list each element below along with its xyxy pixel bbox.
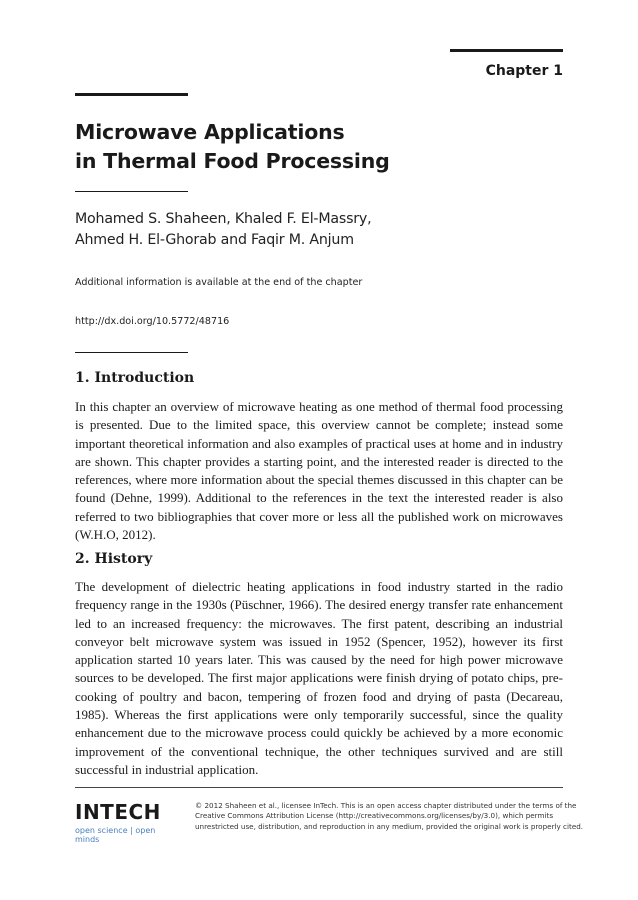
footer-rule [75,787,563,788]
authors [75,209,575,251]
authors-line-2: Ahmed H. El-Ghorab and Faqir M. Anjum [75,232,354,248]
chapter-title-line-1: Microwave Applications [75,120,345,144]
intech-logo-tagline: open science | open minds [75,826,156,844]
license-line-3: unrestricted use, distribution, and reproduction in any medium, provided the original work is properly cited. [195,821,584,831]
chapter-title [75,118,575,176]
license-line-2: Creative Commons Attribution License (http://creativecommons.org/licenses/by/3.0), which permits [195,811,554,821]
intech-logo-wordmark: INTECH [75,800,161,824]
doi-link[interactable]: http://dx.doi.org/10.5772/48716 [75,316,230,327]
chapter-top-rule [450,49,563,52]
intech-logo [75,801,175,844]
license-notice [195,801,584,832]
section-paragraph-introduction: In this chapter an overview of microwave heating as one method of thermal food processing is presented. Due to the limited space, this overview cannot be complete; instead some important theoretical information and also examples of practical uses at home and in industry are shown. This chapter provides a starting point, and the interested reader is directed to the references, where more information about the special themes discussed in this chapter can be found (Dehne, 1999). Additional to the references in the text the interested reader is also referred to two bibliographies that cover more or less all the published work on microwaves (W.H.O, 2012). [75,399,563,543]
chapter-label: Chapter 1 [485,63,563,79]
additional-info: Additional information is available at the end of the chapter [75,277,363,288]
section-paragraph-history: The development of dielectric heating applications in food industry started in the radio frequency range in the 1930s (Püschner, 1966). The desired energy transfer rate enhancement led to an increased frequency: the microwaves. The first patent, describing an industrial conveyor belt microwave system was issued in 1952 (Spencer, 1952), however its first application started 10 years later. This was caused by the need for high power microwave sources to be developed. The first major applications were finish drying of potato chips, pre-cooking of poultry and bacon, tempering of frozen food and drying of pasta (Decareau, 1985). Whereas the first applications were only temporarily successful, since the quality enhancement due to the microwave process could quickly be achieved by a more economic improvement of the conventional technique, the other techniques survived and are still successful in industrial application. [75,579,563,777]
section-heading-introduction: 1. Introduction [75,370,195,386]
license-line-1: © 2012 Shaheen et al., licensee InTech. This is an open access chapter distributed under the terms of the [195,801,577,810]
section-rule [75,352,188,353]
section-heading-history: 2. History [75,551,153,567]
title-bottom-rule [75,191,188,192]
title-top-rule [75,93,188,96]
chapter-title-line-2: in Thermal Food Processing [75,149,390,173]
authors-line-1: Mohamed S. Shaheen, Khaled F. El-Massry, [75,211,372,227]
